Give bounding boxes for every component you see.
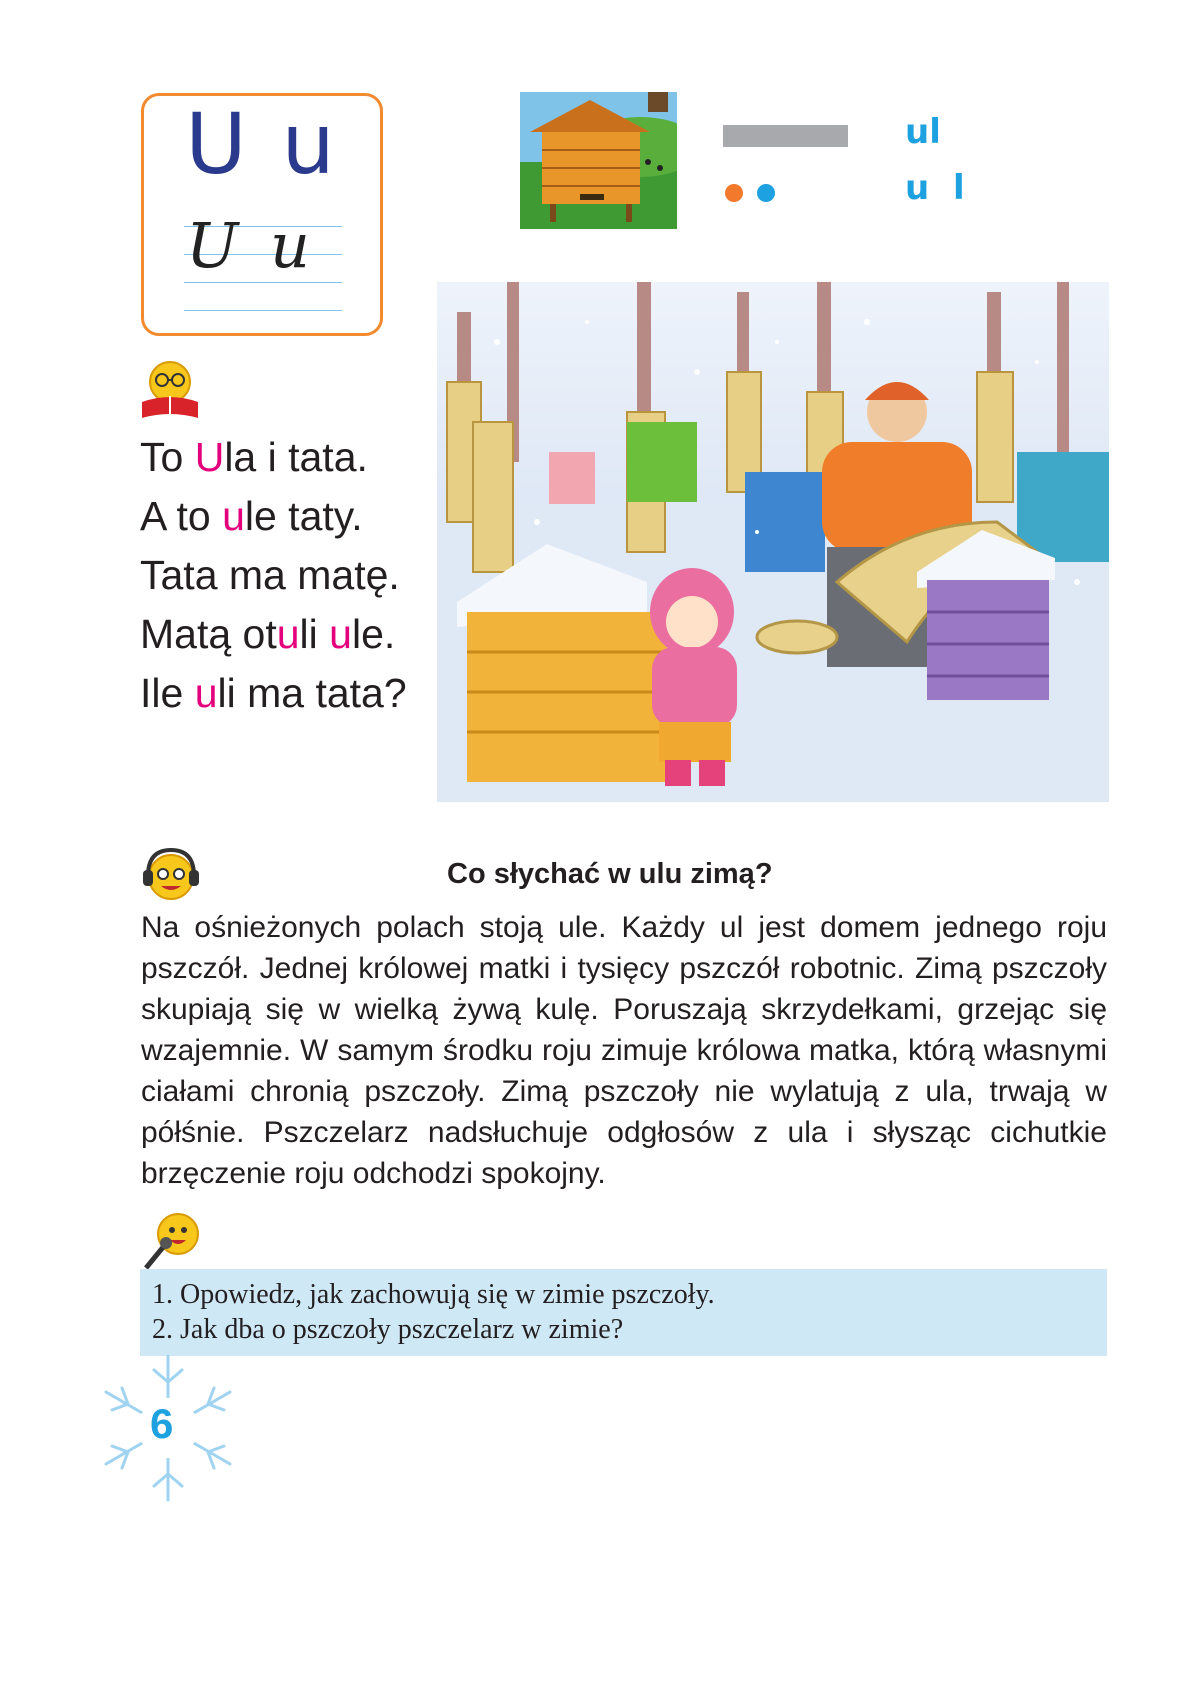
question-item: 2. Jak dba o pszczoły pszczelarz w zimie?	[152, 1314, 624, 1345]
story-title: Co słychać w ulu zimą?	[447, 858, 773, 890]
print-letters: U u	[185, 95, 339, 193]
scheme-word-split: u l	[905, 168, 971, 208]
microphone-emoji-icon	[140, 1210, 202, 1274]
question-item: 1. Opowiedz, jak zachowują się w zimie pszczoły.	[152, 1279, 715, 1310]
reading-emoji-icon	[138, 358, 202, 422]
reading-line: Matą otuli ule.	[140, 611, 396, 657]
questions-box	[140, 1269, 1107, 1356]
story-paragraph: Na ośnieżonych polach stoją ule. Każdy ul jest domem jednego roju pszczół. Jednej królowej matki i tysięcy pszczół robotnic. Zimą pszczoły skupiają się w wielką żywą kulę. Poruszają skrzydełkami, grzejąc się wzajemnie. W samym środku roju zimuje królowa matka, którą własnymi ciałami chronią pszczoły. Zimą pszczoły nie wylatują z ula, trwają w półśnie. Pszczelarz nadsłuchuje odgłosów z ula i słysząc cichutkie brzęczenie roju odchodzi spokojny.	[141, 911, 1107, 1190]
beehive-picture	[520, 92, 677, 229]
page-number: 6	[150, 1400, 174, 1447]
reading-line: Tata ma matę.	[140, 552, 400, 598]
reading-line: To Ula i tata.	[140, 434, 368, 480]
letter-card	[141, 93, 383, 336]
listening-emoji-icon	[140, 844, 202, 906]
vowel-dot	[725, 184, 743, 202]
reading-line: A to ule taty.	[140, 493, 363, 539]
winter-apiary-illustration	[437, 282, 1109, 802]
script-letters: U u	[186, 209, 316, 282]
word-scheme-bar	[723, 125, 848, 147]
reading-text	[140, 428, 407, 723]
scheme-word: ul	[905, 112, 941, 152]
reading-line: Ile uli ma tata?	[140, 670, 407, 716]
consonant-dot	[757, 184, 775, 202]
